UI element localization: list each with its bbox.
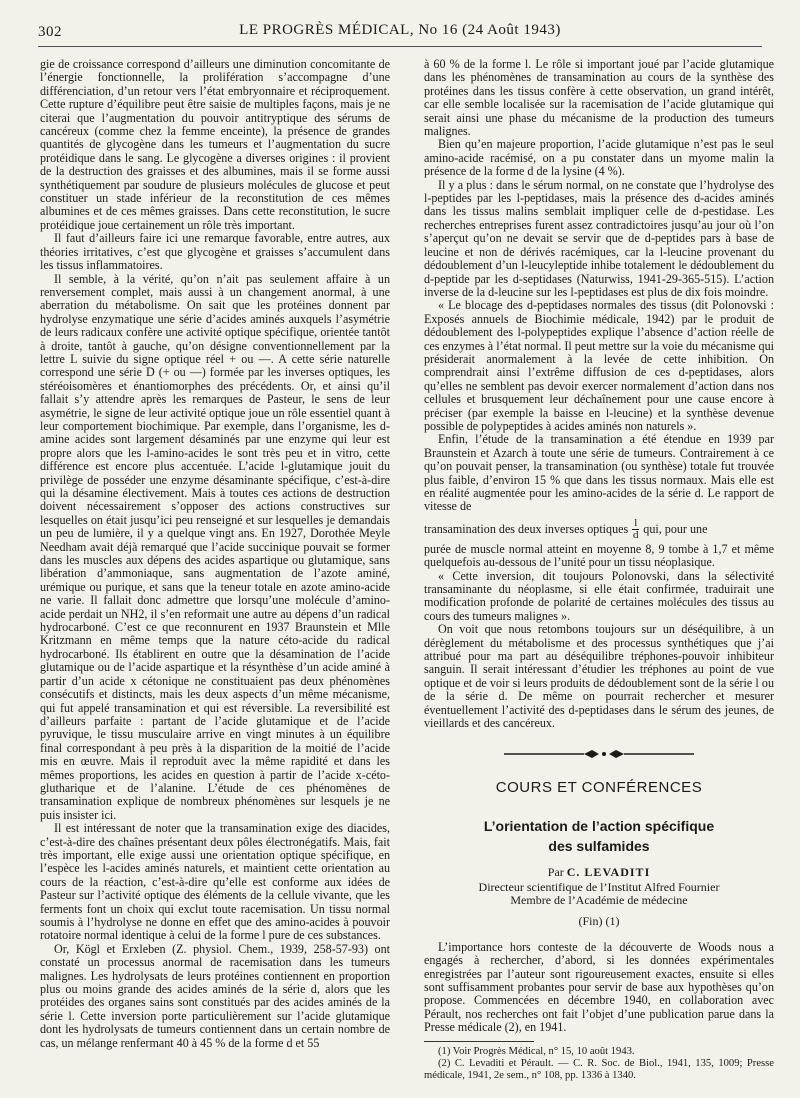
paragraph: Il est intéressant de noter que la transamination exige des diacides, c’est-à-dire des chaînes présentant deux pôles électronégatifs. Mais, fait très important, elle exige aussi une orientation optique spécifique, en l’espèce les l-acides aminés naturels, et maintient cette orientation au cours de la réaction, c’est-à-dire qu’elle est conforme aux idées de Pasteur sur l’activité optique des éléments de la cellule vivante, que les ferments font un choix qui exclut toute racemisation. Un tissu normal soumis à l’hydrolyse ne donne en effet que des amino-acides à pouvoir rotatoire normal identique à celui de la forme l pure de ces substances. (40, 821, 390, 943)
paragraph: On voit que nous retombons toujours sur un déséquilibre, à un dérèglement du métabolisme et des processus synthétiques que j’ai attribué pour ma part au déséquilibre tréphones-pouvoir inhibiteur sanguin. Il serait intéressant d’étudier les tréphones au point de vue optique et de voir si leurs produits de dédoublement sont de la série l ou de la série d. De même on pourrait rechercher et mesurer éventuellement l’activité des d-peptidases dans le sérum des jeunes, de vieillards et des cancéreux. (424, 622, 774, 731)
byline-prefix: Par (547, 864, 564, 879)
ratio-equation (424, 518, 774, 541)
article-title (424, 816, 774, 856)
paragraph: à 60 % de la forme l. Le rôle si important joué par l’acide glutamique dans les phénomènes de transamination au cours de la synthèse des protéines dans les tissus confère à cette observation, un grand intérêt, car elle semble localisée sur la racemisation de l’acide glutamique qui serait ainsi une phase du mécanisme de la production des tumeurs malignes. (424, 58, 774, 139)
continuation-note: (Fin) (1) (578, 914, 620, 929)
article-title-line: des sulfamides (548, 837, 650, 854)
fraction (632, 518, 639, 541)
running-title: LE PROGRÈS MÉDICAL, No 16 (24 Août 1943) (239, 22, 561, 38)
author-name: C. LEVADITI (566, 864, 651, 879)
paragraph: gie de croissance correspond d’ailleurs une diminution concomitante de l’énergie fonctionnelle, la prolifération s’accompagne d’une différenciation, d’un retour vers l’état embryonnaire et réciproquement. Cette rupture d’équilibre peut être saisie de multiples façons, mais je ne citerai que l’augmentation du pouvoir antitryptique des sérums de cancéreux (comme chez la femme enceinte), la présence de grandes quantités de glycogène dans les tumeurs et l’augmentation du sucre protéidique dans le sang. Le glycogène a diverses origines : il provient de la destruction des graisses et des albumines, mais il se forme aussi synthétiquement par soudure de plusieurs molécules de glucose et peut constituer un stade inférieur de la reconstitution de ces mêmes albumines et de ces mêmes graisses. Dans cette reconstitution, le sucre protéidique joue certainement un rôle très important. (40, 58, 390, 232)
fraction-denominator: d (633, 528, 639, 541)
paragraph: Il semble, à la vérité, qu’on n’ait pas seulement affaire à un renversement complet, mais aussi à un changement anormal, à une aberration du métabolisme. On sait que les protéines donnent par hydrolyse enzymatique une série d’acides aminés auxquels l’asymétrie de leurs radicaux confère une activité optique spécifique, orientée tantôt à droite, tantôt à gauche, qu’on désigne conventionnellement par la lettre L suivie du signe optique réel + ou —. A cette série naturelle correspond une série D (+ ou —) formée par les inverses optiques, les stéréoisomères et énantiomorphes des précédents. Or, et ainsi qu’il fallait s’y attendre après les remarques de Pasteur, le sens de leur asymétrie, le signe de leur activité optique joue un rôle essentiel quant à leur comportement biochimique. Par exemple, dans l’organisme, les d-amine acides sont largement désaminés par une enzyme qui leur est propre alors que les l-amino-acides le sont très peu et in vitro, cette différence est encore plus accentuée. L’acide l-glutamique jouit du privilège de posséder une enzyme désaminante spécifique, c’est-à-dire qui la désamine électivement. Mais à toutes ces actions de destruction doivent nécessairement s’opposer des actions constructives sur lesquelles on était jusqu’ici peu renseigné et sur lesquelles je demandais un peu de lumière, il y a quelque vingt ans. En 1927, Dorothée Meyle Needham avait déjà remarqué que l’acide succinique pouvait se former dans les muscles aux dépens des acides aspartique ou glutamique, sans libération d’ammoniaque, sans augmentation de l’azote aminé, urémique ou purique, et sans que la teneur totale en azote amino-acide ne varie. Il fallait donc admettre que lorsqu’une molécule d’amino-acide perdait un NH2, il s’en reformait une autre au dépens d’un radical hydrocarboné. C’est ce que reconnurent en 1937 Braunstein et Mlle Kritzmann en même temps que la nature céto-acide du radical hydrocarboné. Ils établirent en outre que la désamination de l’acide glutamique ou de l’acide aspartique et la résynthèse d’un acide aminé à partir d’un acide x cétonique ne constituaient pas deux phénomènes consécutifs et distincts, mais les deux aspects d’un même mécanisme, qui fut appelé transamination et qui est réversible. La reversibilité est d’ailleurs parfaite : partant de l’acide glutamique et de l’acide pyruvique, le tissu musculaire arrive en vingt minutes à un équilibre final correspondant à peu près à la disparition de la moitié de l’acide mis en œuvre. Mais il reproduit avec la même rapidité et dans les mêmes proportions, les acides en question à partir de l’acide x-céto-gluthariquе et de l’alanine. L’étude de ces phénomènes de transamination explique de nombreux phénomènes sur lesquels je ne puis insister ici. (40, 271, 390, 822)
footnote-rule (424, 1041, 534, 1042)
author-affiliation (424, 881, 774, 907)
paragraph: Or, Kögl et Erxleben (Z. physiol. Chem., 1939, 258-57-93) ont constaté un processus anormal de racemisation dans les tumeurs malignes. Les hydrolysats de leurs protéines contiennent en proportion plus ou moins grande des acides aminés de la série d, alors que les protéides des organes sains sont constitués par des acides aminés de la série l. Cette inversion porte particulièrement sur l’acide glutamique dont les hydrolysats de tumeurs contiennent dans un certain nombre de cas, un mélange renfermant 40 à 45 % de la forme d et 55 (40, 941, 390, 1050)
paragraph: « Cette inversion, dit toujours Polonovski, dans la sélectivité transaminante du néoplasme, si elle était confirmée, traduirait une modification profonde de polarité de certaines molécules des tissus au cours des tumeurs malignes ». (424, 568, 774, 623)
paragraph: « Le blocage des d-peptidases normales des tissus (dit Polonovski : Exposés annuels de Biochimie médicale, 1942) par le produit de dédoublement des l-polypeptides explique l’absence d’action réelle de ces enzymes à l’état normal. Il peut mettre sur la voie du mécanisme qui présiderait anormalement à la levée de cette inhibition. On comprendrait ainsi l’extrême diffusion de ces d-peptidases, alors qu’elles ne semblent pas devoir exercer normalement d’action dans nos cellules et brusquement leur déchaînement pour une cause encore à préciser (par exemple la baisse en l-leucine) et la synthèse devenue possible de polypeptides à acides aminés non naturels ». (424, 298, 774, 433)
section-heading: COURS ET CONFÉRENCES (495, 778, 703, 796)
paragraph: Enfin, l’étude de la transamination a été étendue en 1939 par Braunstein et Azarch à toute une série de tumeurs. Contrairement à ce qu’on pouvait penser, la transamination (ou synthèse) totale fut trouvée plus faible, d’environ 15 % que dans les tissus normaux. Mais elle est en réalité augmentée pour les amino-acides de la série d. Le rapport de vitesse de (424, 432, 774, 514)
paragraph: Bien qu’en majeure proportion, l’acide glutamique n’est pas le seul amino-acide racémisé, on a pu constater dans un myome malin la présence de la forme d de la lysine (4 %). (424, 137, 774, 179)
paragraph: Il y a plus : dans le sérum normal, on ne constate que l’hydrolyse des l-peptides par les l-peptidases, mais la présence des d-acides aminés dans les tissus malins semblait impliquer celle de d-pestidase. Les recherches entreprises furent assez contradictoires jusqu’au jour où l’on s’aperçut qu’on ne devait se servir que de d-peptides pars à base de leucine et non de dérivés racémiques, car la l-leucine provenant du dédoublement d’un l-leucyleptide inhibe totalement le dédoublement du d-peptide par les d-septidases (Naturwiss, 1941-29-365-515). L’action inverse de la d-leucine sur les l-peptidases est plus de dix fois moindre. (424, 177, 774, 299)
ornament-divider (424, 747, 774, 765)
byline (424, 866, 774, 879)
right-column (424, 58, 774, 1088)
article-title-line: L’orientation de l’action spécifique (483, 817, 715, 834)
page-number: 302 (38, 24, 62, 40)
paragraph: purée de muscle normal atteint en moyenne 8, 9 tombe à 1,7 et même quelquefois au-dessous de l’unité pour un tissu néoplasique. (424, 541, 774, 570)
equation-text-after: qui, pour une (643, 521, 708, 536)
ornament-divider-icon (504, 747, 694, 761)
left-column (40, 58, 390, 1088)
paragraph: Il faut d’ailleurs faire ici une remarque favorable, entre autres, aux théories irritatives, c’est que glycogène et graisses s’accumulent dans les tissus inflammatoires. (40, 231, 390, 273)
footnote: (2) C. Levaditi et Pérault. — C. R. Soc. de Biol., 1941, 135, 1009; Presse médicale, 1941, 2e sem., n° 108, pp. 1336 à 1340. (424, 1057, 774, 1081)
fraction-numerator: l (634, 516, 638, 529)
paragraph: L’importance hors conteste de la découverte de Woods nous a engagés à rechercher, d’abord, si les données expérimentales enregistrées par l’auteur sont rigoureusement exactes, ensuite si elles sont suffisamment probantes pour servir de base aux hypothèses qu’on propose. Commencées en décembre 1940, en collaboration avec Pérault, nos recherches ont fait l’objet d’une publication parue dans la Presse médicale (2), en 1941. (424, 939, 774, 1035)
affiliation-line: Directeur scientifique de l’Institut Alfred Fournier (478, 880, 720, 895)
affiliation-line: Membre de l’Académie de médecine (510, 893, 688, 908)
equation-text-before: transamination des deux inverses optiques (424, 521, 629, 536)
footnote: (1) Voir Progrès Médical, n° 15, 10 août 1943. (438, 1045, 635, 1057)
running-header (38, 18, 762, 47)
